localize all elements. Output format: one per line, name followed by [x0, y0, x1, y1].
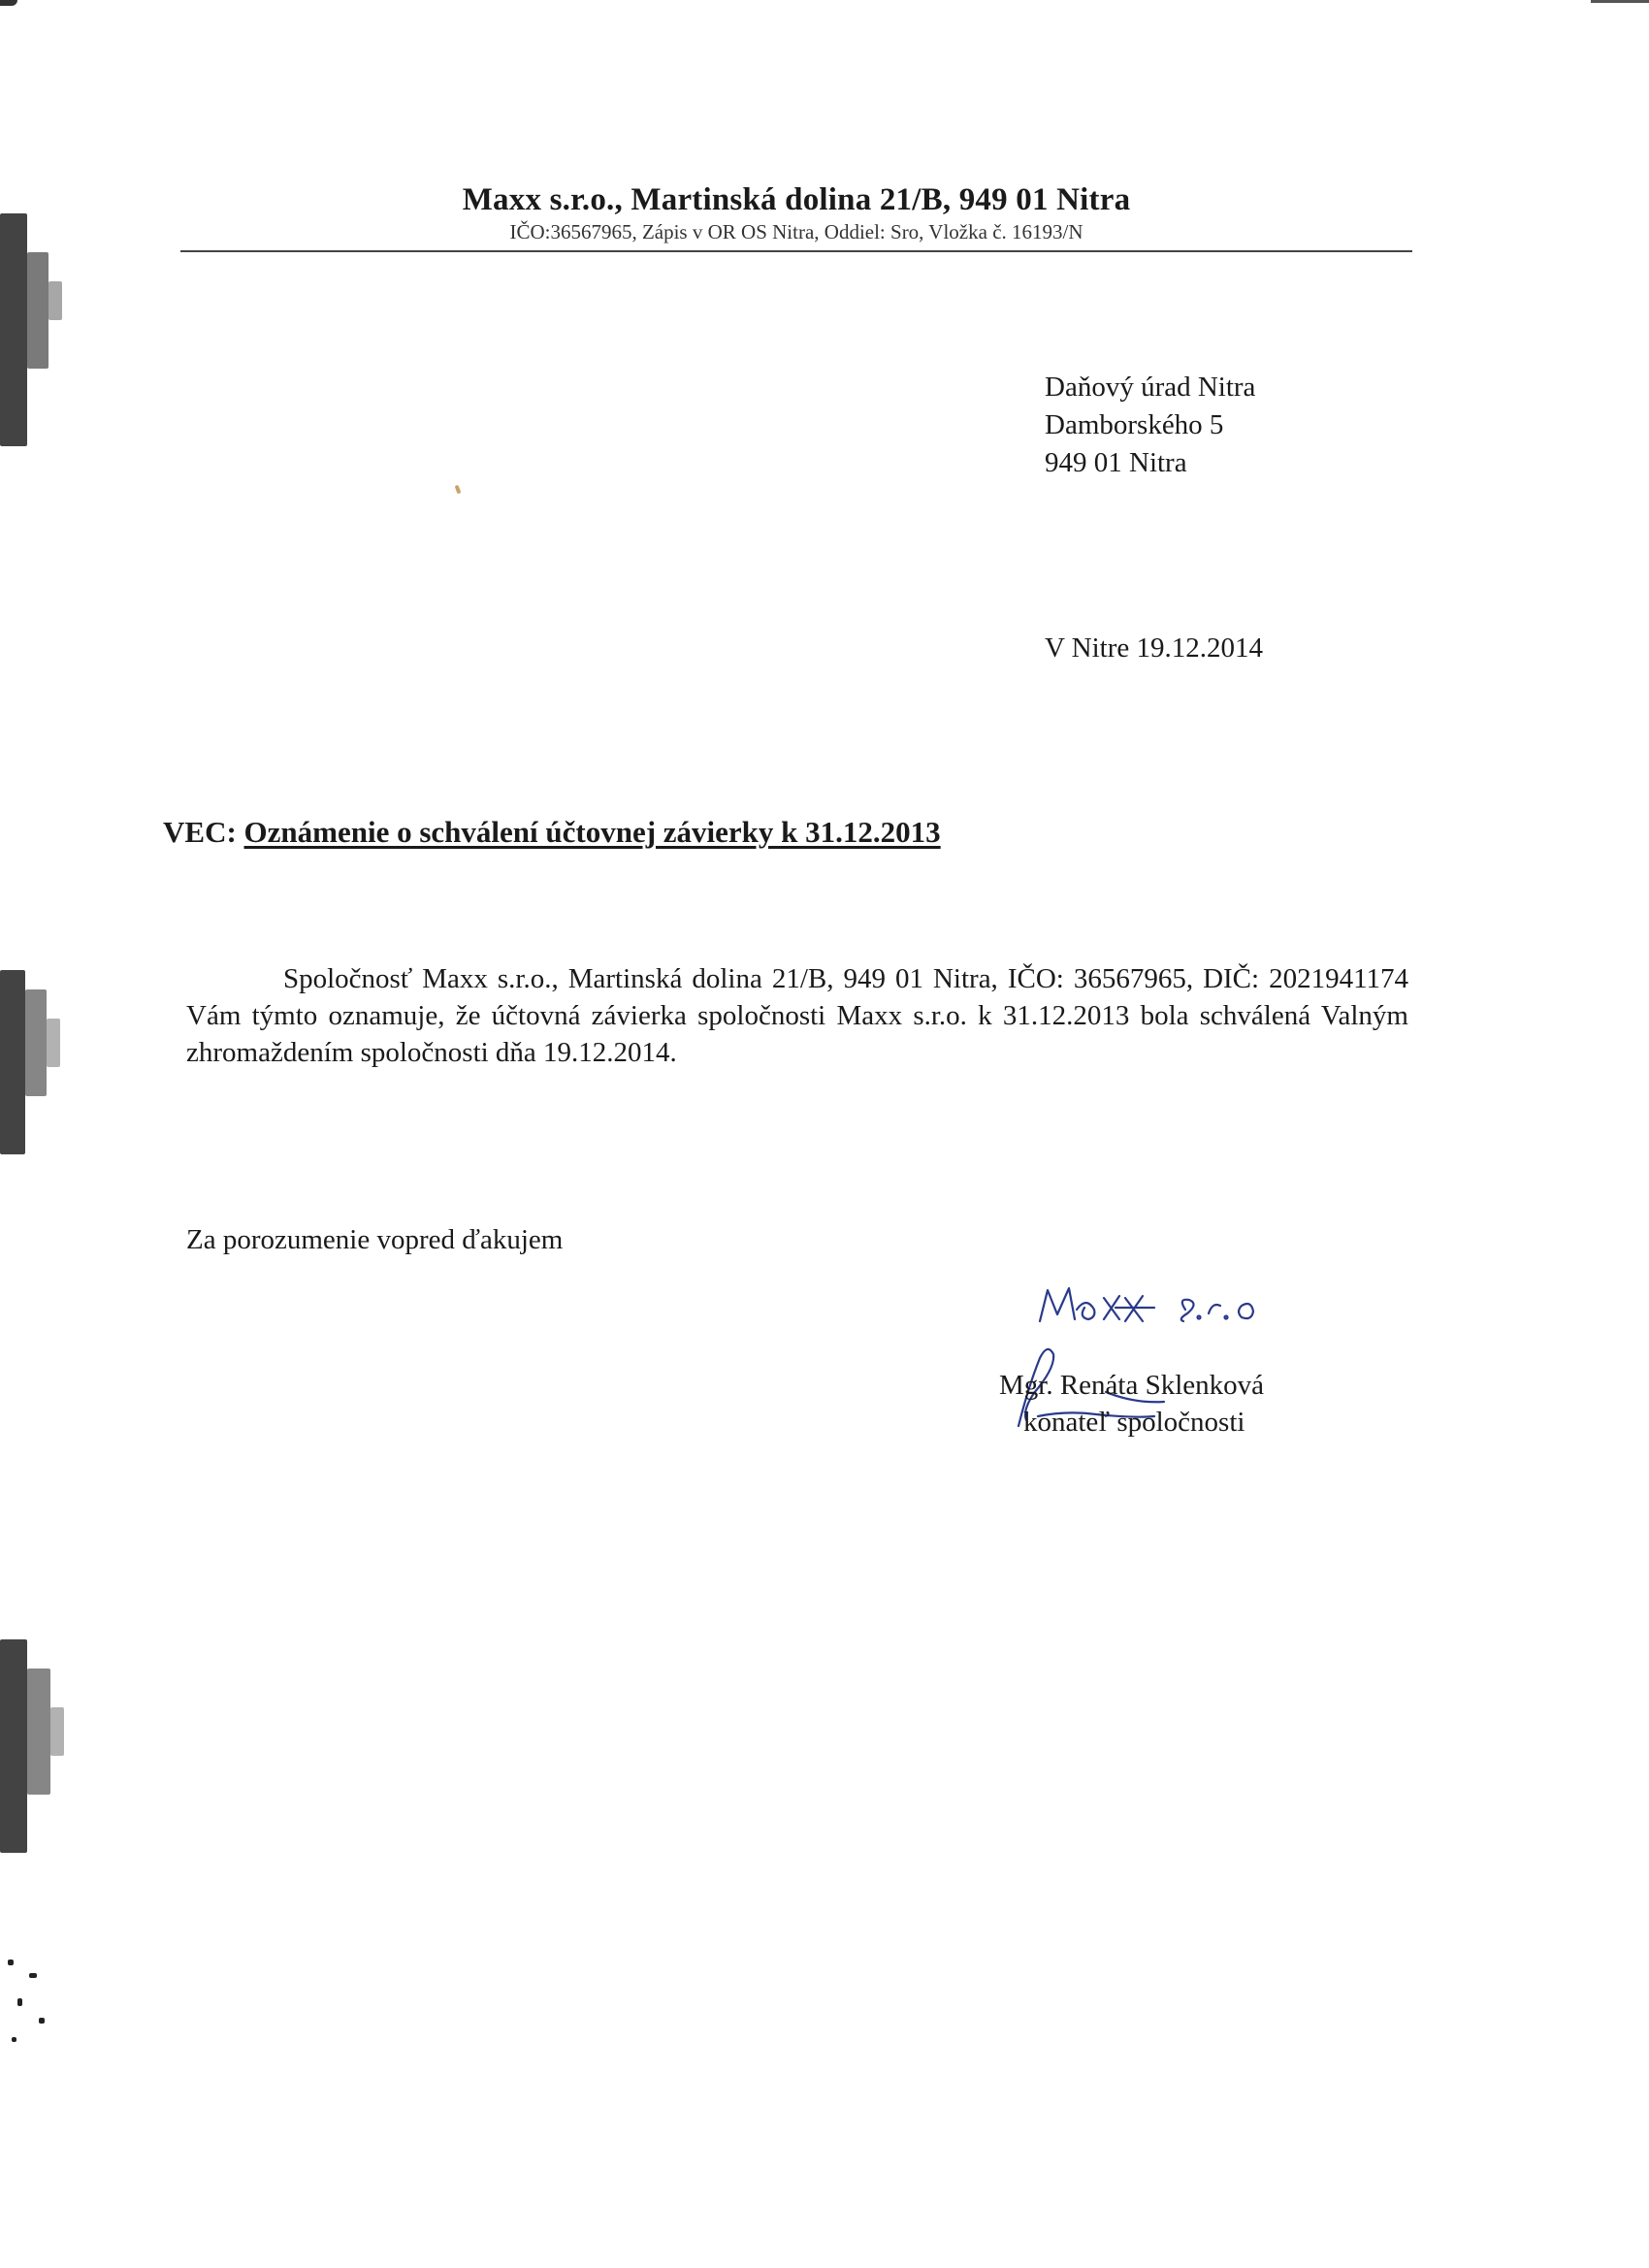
scan-left-edge-shadow-2	[0, 960, 68, 1174]
scan-left-edge-shadow-1	[0, 194, 68, 485]
scan-left-edge-specks	[0, 1950, 68, 2057]
letterhead-rule	[180, 250, 1412, 252]
subject-line	[163, 815, 941, 850]
recipient-line-2: Damborského 5	[1045, 409, 1224, 440]
scan-left-edge-shadow-3	[0, 1630, 68, 1863]
scan-top-right-rule	[1591, 0, 1649, 3]
registry-line: IČO:36567965, Zápis v OR OS Nitra, Oddiel: Sro, Vložka č. 16193/N	[509, 220, 1083, 243]
letterhead	[180, 180, 1412, 244]
scan-speck	[455, 485, 462, 495]
recipient-line-3: 949 01 Nitra	[1045, 447, 1187, 478]
subject-text: Oznámenie o schválení účtovnej závierky k 31.12.2013	[243, 815, 941, 849]
body-paragraph: Spoločnosť Maxx s.r.o., Martinská dolina 21/B, 949 01 Nitra, IČO: 36567965, DIČ: 2021941174 Vám týmto oznamuje, že účtovná závierka spoločnosti Maxx s.r.o. k 31.12.2013 bola schválená Valným zhromaždením spoločnosti dňa 19.12.2014.	[186, 963, 1408, 1068]
signer-name: Mgr. Renáta Sklenková	[999, 1370, 1265, 1401]
recipient-address	[1045, 369, 1255, 482]
date-line: V Nitre 19.12.2014	[1045, 632, 1264, 664]
closing-line: Za porozumenie vopred ďakujem	[186, 1224, 564, 1255]
signer-role: konateľ spoločnosti	[1023, 1407, 1245, 1438]
company-line: Maxx s.r.o., Martinská dolina 21/B, 949 01 Nitra	[462, 182, 1131, 217]
recipient-line-1: Daňový úrad Nitra	[1045, 372, 1256, 403]
subject-prefix: VEC:	[163, 815, 237, 849]
scan-corner-mark	[0, 0, 17, 6]
